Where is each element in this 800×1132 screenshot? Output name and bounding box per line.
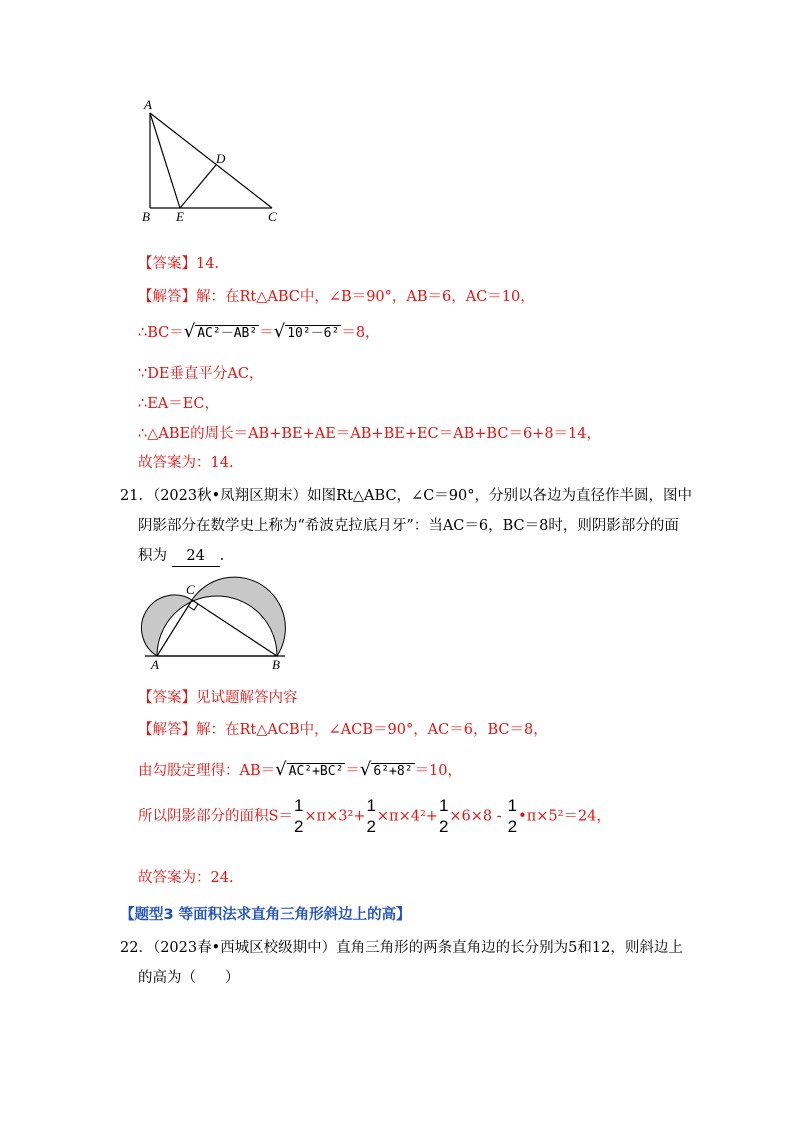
q20-solution-line5: ∴△ABE的周长＝AB+BE+AE＝AB+BE+EC＝AB+BC＝6+8＝14， (138, 426, 602, 442)
term-3: ×6×8 - (449, 808, 502, 825)
label-E: E (176, 209, 184, 224)
q20-bc-result: ＝8， (341, 325, 380, 341)
sqrt-expression-1: √ AC²－AB² (183, 321, 258, 342)
q20-solution-line2 (138, 322, 380, 344)
q21-text-line1: 21．（2023秋•凤翔区期末）如图Rt△ABC，∠C＝90°，分别以各边为直径作半圆，图中 (120, 488, 692, 504)
q20-solution-line3: ∵DE垂直平分AC， (138, 366, 264, 382)
equals-sign: ＝ (345, 763, 360, 779)
term-1: ×π×3²+ (304, 808, 366, 825)
answer-blank: 24 (172, 546, 220, 567)
term-2: ×π×4²+ (376, 808, 438, 825)
label-D: D (216, 151, 226, 166)
q22-text-line1: 22．（2023春•西城区校级期中）直角三角形的两条直角边的长分别为5和12，则斜边上 (120, 940, 683, 956)
q21-solution-line2 (138, 760, 462, 782)
label-B: B (142, 209, 150, 224)
label-C: C (186, 582, 195, 597)
q20-answer: 【答案】14. (138, 256, 220, 272)
lune-figure (135, 572, 300, 672)
q21-solution-line3 (138, 796, 611, 837)
sqrt-expression-1: √ AC²+BC² (275, 759, 344, 780)
q21-text-line3 (138, 546, 224, 567)
q21-prefix: 积为 (138, 548, 167, 564)
q21-solution-line1: 【解答】解：在Rt△ACB中，∠ACB＝90°，AC＝6，BC＝8， (138, 722, 548, 738)
q20-solution-line1: 【解答】解：在Rt△ABC中，∠B＝90°，AB＝6，AC＝10， (138, 289, 535, 305)
q21-ab-prefix: 由勾股定理得：AB＝ (138, 763, 276, 779)
q20-solution-line6: 故答案为：14. (138, 455, 234, 471)
term-4: •π×5²＝24， (518, 808, 611, 825)
sqrt-expression-2: √ 10²－6² (273, 321, 340, 342)
q21-text-line2: 阴影部分在数学史上称为“希波克拉底月牙”：当AC＝6，BC＝8时，则阴影部分的面 (138, 518, 679, 534)
section-header: 【题型3 等面积法求直角三角形斜边上的高】 (120, 907, 411, 923)
label-A: A (151, 657, 159, 672)
label-B: B (272, 657, 280, 672)
q20-solution-line4: ∴EA＝EC， (138, 396, 219, 412)
fraction-half: 1 2 (507, 796, 518, 836)
fraction-half: 1 2 (438, 796, 449, 836)
area-prefix: 所以阴影部分的面积S＝ (138, 808, 293, 825)
triangle-figure (130, 95, 290, 225)
label-C: C (268, 209, 277, 224)
q21-solution-line4: 故答案为：24. (138, 870, 234, 886)
label-A: A (144, 97, 152, 112)
q22-text-line2: 的高为（ ） (138, 970, 240, 986)
q21-ab-result: ＝10， (414, 763, 462, 779)
equals-sign: ＝ (259, 325, 274, 341)
fraction-half: 1 2 (293, 796, 304, 836)
q21-suffix: . (219, 548, 225, 564)
fraction-half: 1 2 (366, 796, 376, 836)
sqrt-expression-2: √ 6²+8² (359, 759, 413, 780)
q21-answer: 【答案】见试题解答内容 (138, 690, 298, 706)
q20-bc-prefix: ∴BC＝ (138, 325, 184, 341)
